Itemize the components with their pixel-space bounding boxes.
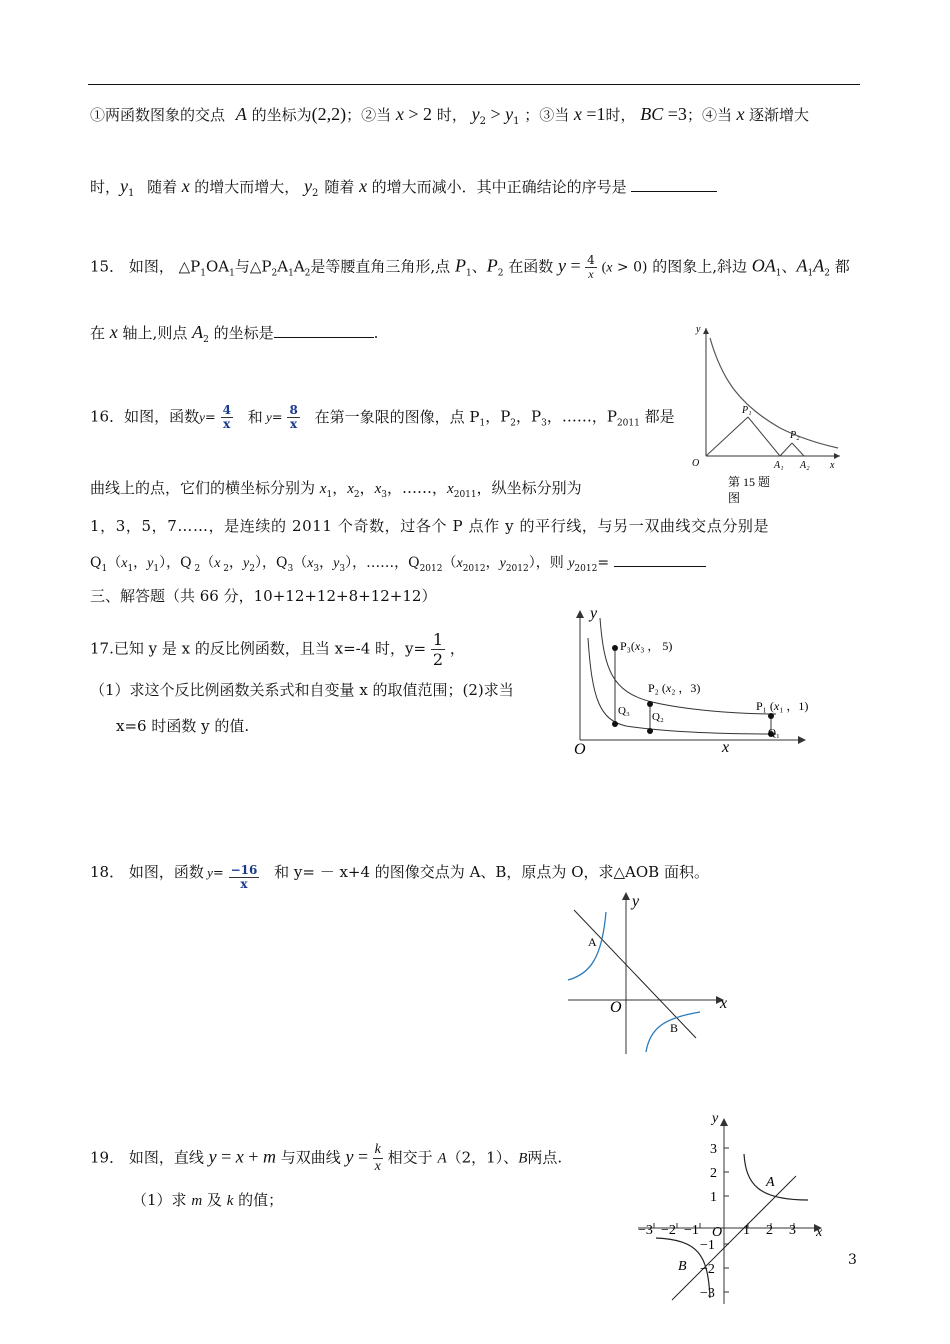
q17-fig-label-p3: P₃(x₃ ， 5) (620, 639, 673, 653)
q17-figure (566, 600, 846, 760)
q18-fig-label-y: y (632, 893, 640, 910)
q16-line4: $Q_1(x_1$，$y_1$），Q $_2$（x $_2$，$y_2$），$Q_3(x_3$，$y_3$），……，$Q_{2012}(x_{2012}$，$y_{2012}$），则 $y_{2012}=$ (90, 552, 706, 579)
q19-fig-tick-x-2: 2 (766, 1223, 773, 1238)
q17-fig-label-q2: Q₂ (652, 711, 664, 723)
q15-fig-label-a1: A₁ (774, 460, 784, 471)
q17-line1: 17.已知 y 是 x 的反比例函数，且当 x=-4 时，y= $\frac{1}{2}$ ， (90, 630, 465, 669)
q19-fig-tick-x-n2: −2 (661, 1223, 676, 1238)
q19-fig-label-y: y (712, 1111, 719, 1126)
q15-answer-blank[interactable] (274, 323, 374, 338)
q15-fig-label-p2: P₂ (790, 430, 800, 441)
q19-fig-label-x: x (816, 1225, 823, 1240)
q16-line2: 曲线上的点，它们的横坐标分别为 $x_1$，$x_2$，$x_3$，……，$x_{2011}$，纵坐标分别为 (90, 479, 582, 500)
q15-figure (680, 320, 850, 510)
q19-line1: 19． 如图，直线 y = x + m 与双曲线 y = $\frac{k}{x}$ 相交于 A（2，1）、B两点. (90, 1142, 563, 1174)
q15-fig-label-p1: P₁ (742, 405, 752, 416)
q19-fig-tick-x-n1: −1 (684, 1223, 699, 1238)
q15-fig-caption-2: 图 (728, 491, 741, 505)
q19-figure (628, 1104, 840, 1308)
q17-fig-label-p1: P₁ (x₁ ，1) (756, 699, 809, 713)
q19-fig-tick-x-n3: −3 (638, 1223, 653, 1238)
q19-line2: （1）求 m 及 k 的值； (132, 1191, 284, 1209)
q16-answer-blank[interactable] (614, 552, 706, 567)
q18-fig-label-o: O (610, 999, 622, 1016)
q14-line2: 时，$y_1$ 随着 x 的增大而增大， $y_2$ 随着 x 的增大而减小．其中正确结论的序号是 (90, 176, 717, 204)
q19-fig-tick-x-1: 1 (743, 1223, 750, 1238)
q17-line2: （1）求这个反比例函数关系式和自变量 x 的取值范围；(2)求当 (90, 681, 514, 699)
q19-fig-label-b: B (678, 1259, 687, 1274)
q19-fig-tick-y-n3: −3 (700, 1286, 715, 1301)
q16-line1: 16．如图，函数y= $\frac{4}{x}$ 和 y= $\frac{8}{x}$ 在第一象限的图像，点 $P_1$，$P_2$，$P_3$，……，$P_{2011}$ 都是 (90, 403, 675, 431)
q14-answer-blank[interactable] (631, 177, 717, 192)
q17-line3: x=6 时函数 y 的值. (116, 717, 250, 735)
q15-fig-label-x: x (830, 460, 835, 471)
q17-fig-label-o: O (574, 741, 586, 758)
q18-fig-label-x: x (720, 995, 728, 1012)
q15-fig-label-o: O (692, 458, 700, 469)
q17-fig-label-x: x (722, 739, 730, 756)
q19-fig-tick-y-n1: −1 (700, 1238, 715, 1253)
q18-line: 18． 如图，函数 y= $\frac{-16}{x}$ 和 y= － x+4 的图像交点为 A、B，原点为 O，求△AOB 面积。 (90, 863, 709, 891)
q19-fig-tick-y-2: 2 (710, 1166, 717, 1181)
q15-line1: 15． 如图， $\triangle P_1OA_1$与$\triangle P_2A_1A_2$是等腰直角三角形,点 $P_1$、$P_2$ 在函数 y = $\frac{4}{x}$ (x > 0) 的图象上,斜边 $OA_1$、$A_1A_2$ 都 (90, 253, 850, 281)
top-rule (88, 84, 860, 85)
q18-fig-label-b: B (670, 1021, 679, 1035)
q17-fig-label-q3: Q₃ (618, 705, 630, 717)
q18-figure (560, 888, 740, 1060)
q17-fig-label-y: y (590, 605, 598, 622)
q17-fig-label-p2: P₂ (x₂ ，3) (648, 681, 701, 695)
q18-fig-label-a: A (588, 935, 597, 949)
q15-fig-label-a2: A₂ (800, 460, 810, 471)
q19-fig-tick-y-1: 1 (710, 1190, 717, 1205)
q19-fig-tick-y-3: 3 (710, 1142, 717, 1157)
q15-fig-caption-1: 第 15 题 (728, 475, 771, 489)
q14-line1: ①两函数图象的交点 A 的坐标为(2,2)；②当 x > 2 时， $y_2 > y_1$ ；③当 x =1时， BC =3；④当 x 逐渐增大 (90, 104, 809, 127)
q17-fig-label-q1: Q₁ (768, 727, 780, 739)
q16-line3: 1，3，5，7……，是连续的 2011 个奇数，过各个 P 点作 y 的平行线，与另一双曲线交点分别是 (90, 517, 770, 535)
section-3-heading: 三、解答题（共 66 分，10+12+12+8+12+12） (90, 587, 437, 605)
q19-fig-tick-y-n2: −2 (700, 1262, 715, 1277)
q15-fig-label-y: y (696, 324, 701, 335)
q19-fig-label-a: A (766, 1175, 775, 1190)
q19-fig-tick-x-3: 3 (789, 1223, 796, 1238)
page-number: 3 (848, 1252, 857, 1268)
q15-line2: 在 x 轴上,则点 $A_2$ 的坐标是 . (90, 322, 379, 345)
q19-fig-label-o: O (712, 1225, 723, 1240)
